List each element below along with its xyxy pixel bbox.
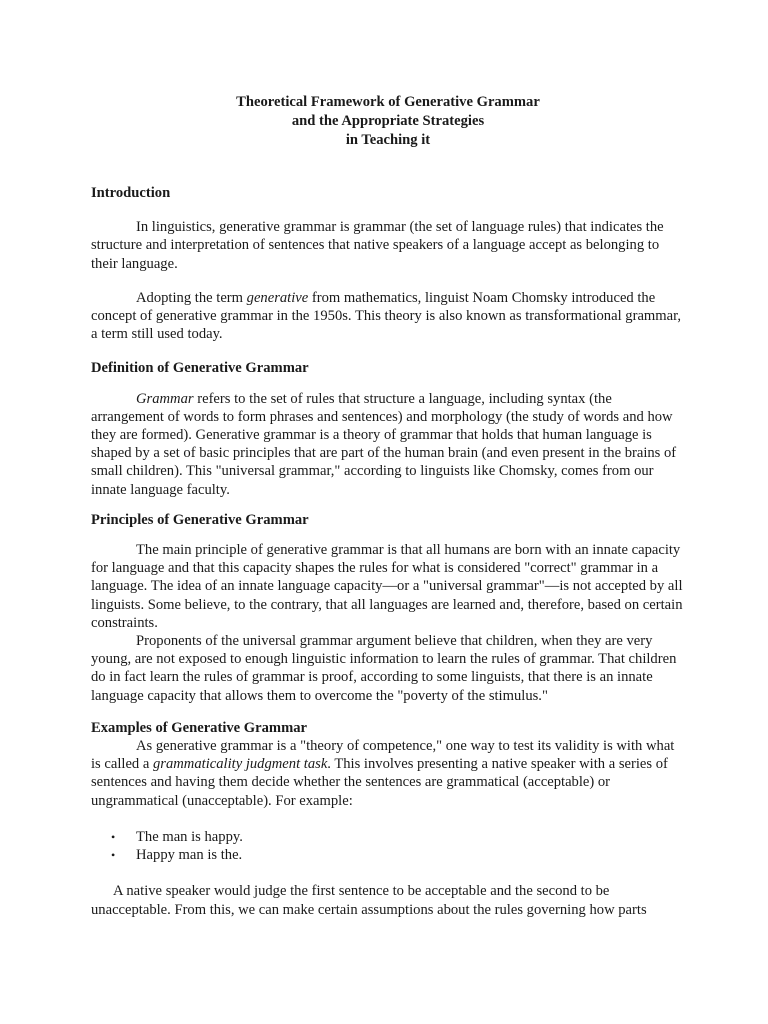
- example-sentence-list: [91, 828, 685, 864]
- principles-paragraph-1: The main principle of generative grammar is that all humans are born with an innate capacity for language and that this capacity shapes the rules for what is considered "correct" grammar in a language. The idea of an innate language capacity—or a "universal grammar"—is not accepted by all linguists. Some believe, to the contrary, that all languages are learned and, therefore, based on certain constraints.: [91, 542, 683, 631]
- intro-paragraph-1: In linguistics, generative grammar is grammar (the set of language rules) that indicates the structure and interpretation of sentences that native speakers of a language accept as belonging to their language.: [91, 219, 664, 272]
- intro-p2-text-end: from mathematics, linguist Noam Chomsky introduced the concept of generative grammar in the 1950s. This theory is also known as transformational grammar, a term still used today.: [91, 289, 682, 343]
- title-line-3: in Teaching it: [345, 132, 431, 148]
- examples-paragraph-1: [91, 737, 685, 810]
- intro-p2-text-start: Adopting the term: [136, 289, 247, 306]
- example-sentence: Happy man is the.: [136, 847, 243, 864]
- title-line-2: and the Appropriate Strategies: [291, 113, 485, 129]
- document-content: [91, 93, 685, 919]
- heading-principles: Principles of Generative Grammar: [91, 511, 309, 528]
- examples-p1-text-end: . This involves presenting a native speaker with a series of sentences and having them decide whether the sentences are grammatical (acceptable) or ungrammatical (unacceptable). For example:: [91, 756, 668, 809]
- bullet-icon: •: [111, 848, 116, 863]
- title-line-1: Theoretical Framework of Generative Grammar: [236, 94, 540, 110]
- definition-text: refers to the set of rules that structure a language, including syntax (the arrangement of words to form phrases and sentences) and morphology (the study of words and how they are formed). Generative grammar is a theory of grammar that holds that human language is shaped by a set of basic principles that are part of the human brain (and even present in the brains of small children). This "universal grammar," according to linguists like Chomsky, comes from our innate language faculty.: [91, 390, 677, 498]
- heading-definition: Definition of Generative Grammar: [91, 360, 309, 377]
- intro-p2-italic-term: generative: [246, 289, 309, 306]
- examples-italic-term: grammaticality judgment task: [153, 756, 328, 773]
- examples-p1-text-start: As generative grammar is a "theory of competence," one way to test its validity is with what is called a: [91, 738, 675, 773]
- bullet-icon: •: [111, 829, 116, 844]
- list-item: [91, 828, 685, 846]
- definition-paragraph: [91, 390, 685, 499]
- principles-paragraph-2: Proponents of the universal grammar argument believe that children, when they are very young, are not exposed to enough linguistic information to learn the rules of grammar. That children do in fact learn the rules of grammar is proof, according to some linguists, that there is an innate language capacity that allows them to overcome the "poverty of the stimulus.": [91, 633, 677, 704]
- heading-introduction: Introduction: [91, 185, 171, 201]
- example-sentence: The man is happy.: [136, 828, 243, 845]
- heading-examples: Examples of Generative Grammar: [91, 719, 308, 736]
- list-item: [91, 846, 685, 864]
- definition-italic-term: Grammar: [136, 390, 194, 407]
- intro-paragraph-2: [91, 289, 685, 344]
- document-title: [91, 93, 685, 150]
- examples-paragraph-2: A native speaker would judge the first sentence to be acceptable and the second to be unacceptable. From this, we can make certain assumptions about the rules governing how parts: [91, 883, 647, 918]
